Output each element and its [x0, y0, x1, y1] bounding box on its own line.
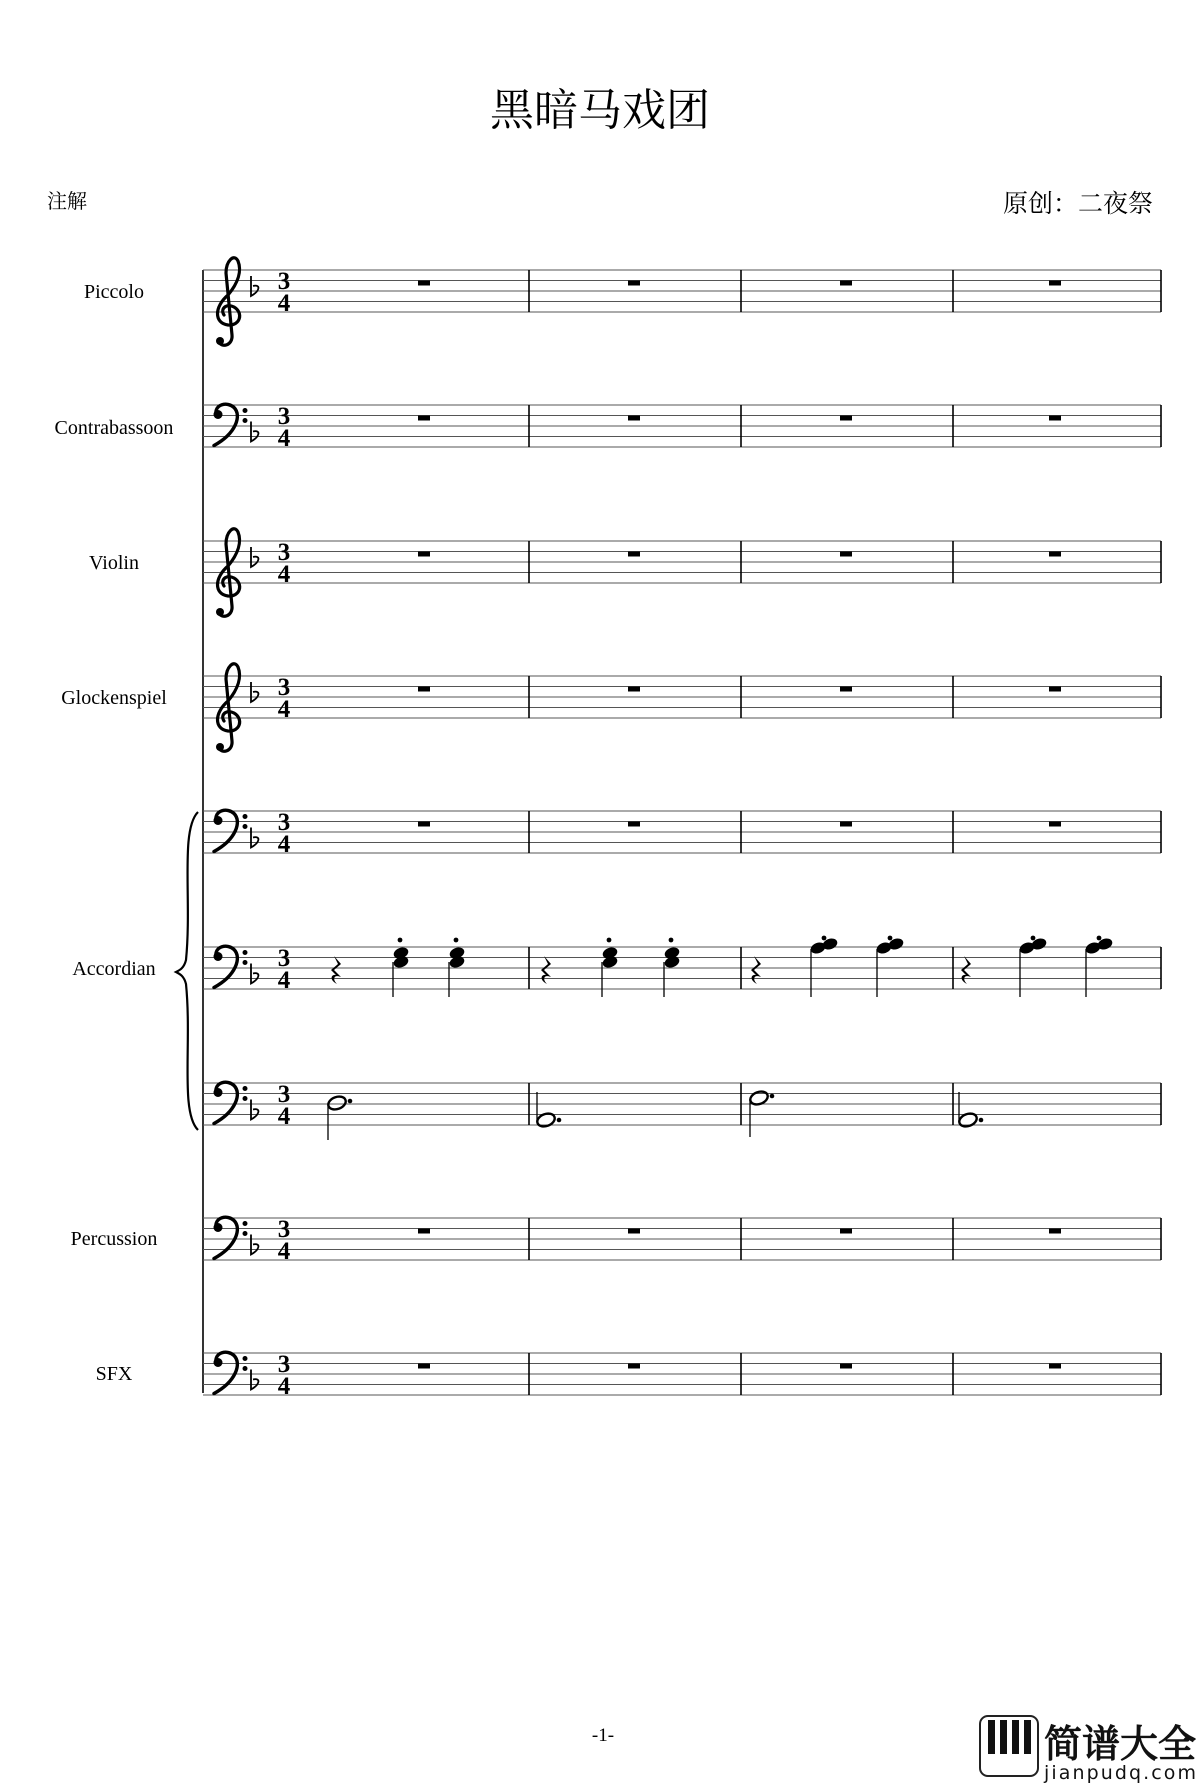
- flat-icon: [251, 828, 258, 848]
- dotted-half-note: [535, 1092, 561, 1129]
- time-signature-top: 3: [277, 268, 291, 295]
- time-signature-bottom: 4: [277, 1373, 291, 1400]
- staff-accordian-middle: [203, 945, 1161, 994]
- staff-sfx: [203, 1351, 1161, 1400]
- measure-rest: [840, 1229, 852, 1234]
- accordian-chord-notes: [331, 936, 1114, 997]
- time-signature-top: 3: [277, 1351, 291, 1378]
- measure-rest: [840, 1364, 852, 1369]
- time-signature-bottom: 4: [277, 425, 291, 452]
- quarter-rest: [961, 956, 971, 984]
- time-signature-top: 3: [277, 674, 291, 701]
- measure-rest: [1049, 1364, 1061, 1369]
- instrument-label-sfx: SFX: [95, 1363, 133, 1385]
- bass-clef-icon: [214, 1352, 248, 1393]
- measure-rest: [1049, 687, 1061, 692]
- instrument-label-glockenspiel: Glockenspiel: [61, 687, 167, 709]
- flat-icon: [251, 1370, 258, 1390]
- time-signature-top: 3: [277, 1216, 291, 1243]
- measure-rest: [1049, 416, 1061, 421]
- measure-rest: [418, 1229, 430, 1234]
- logo-url: jianpudq.com: [1044, 1762, 1196, 1784]
- instrument-label-accordian: Accordian: [72, 958, 156, 980]
- measure-rest: [840, 822, 852, 827]
- measure-rest: [418, 281, 430, 286]
- time-signature-top: 3: [277, 539, 291, 566]
- bass-clef-icon: [214, 1217, 248, 1258]
- flat-icon: [251, 964, 258, 984]
- measure-rest: [628, 1229, 640, 1234]
- quarter-rest: [751, 956, 761, 984]
- measure-rest: [1049, 822, 1061, 827]
- measure-rest: [1049, 552, 1061, 557]
- time-signature-bottom: 4: [277, 1103, 291, 1130]
- staff-accordian-bottom: [203, 1081, 1161, 1130]
- staff-contrabassoon: [203, 403, 1161, 452]
- bass-clef-icon: [214, 946, 248, 987]
- measure-rest: [628, 552, 640, 557]
- dotted-half-note: [957, 1092, 983, 1129]
- measure-rest: [1049, 1229, 1061, 1234]
- staff-glockenspiel: [203, 664, 1161, 751]
- measure-rest: [418, 822, 430, 827]
- measure-rest: [628, 416, 640, 421]
- logo-text: 简谱大全: [1044, 1722, 1197, 1766]
- flat-icon: [251, 422, 258, 442]
- site-logo: [980, 1716, 1196, 1784]
- instrument-label-violin: Violin: [89, 552, 139, 574]
- time-signature-bottom: 4: [277, 561, 291, 588]
- flat-icon: [251, 1235, 258, 1255]
- composer-credit: 原创：二夜祭: [1002, 189, 1153, 218]
- measure-rest: [418, 687, 430, 692]
- staccato-chord: [1084, 936, 1114, 997]
- time-signature-bottom: 4: [277, 696, 291, 723]
- measure-rest: [418, 1364, 430, 1369]
- flat-icon: [251, 547, 258, 567]
- measure-rest: [840, 416, 852, 421]
- time-signature-top: 3: [277, 403, 291, 430]
- time-signature-bottom: 4: [277, 1238, 291, 1265]
- time-signature-bottom: 4: [277, 290, 291, 317]
- instrument-label-contrabassoon: Contrabassoon: [54, 417, 174, 439]
- staccato-chord: [875, 936, 905, 997]
- measure-rest: [840, 687, 852, 692]
- staff-violin: [203, 529, 1161, 616]
- instrument-label-percussion: Percussion: [70, 1228, 158, 1250]
- staff-percussion: [203, 1216, 1161, 1265]
- flat-icon: [251, 682, 258, 702]
- staccato-chord: [1018, 936, 1048, 997]
- measure-rest: [418, 552, 430, 557]
- dotted-half-note: [326, 1094, 352, 1140]
- time-signature-bottom: 4: [277, 831, 291, 858]
- page-number: -1-: [591, 1725, 615, 1746]
- time-signature-bottom: 4: [277, 967, 291, 994]
- measure-rest: [840, 552, 852, 557]
- measure-rest: [418, 416, 430, 421]
- flat-icon: [251, 276, 258, 296]
- flat-icon: [251, 1100, 258, 1120]
- dotted-half-note: [748, 1089, 774, 1137]
- staccato-chord: [809, 936, 839, 997]
- quarter-rest: [331, 956, 341, 984]
- measure-rest: [628, 281, 640, 286]
- time-signature-top: 3: [277, 945, 291, 972]
- staff-accordian-top: [203, 809, 1161, 858]
- measure-rest: [840, 281, 852, 286]
- instrument-label-piccolo: Piccolo: [84, 281, 144, 303]
- measure-rest: [628, 687, 640, 692]
- time-signature-top: 3: [277, 1081, 291, 1108]
- time-signature-top: 3: [277, 809, 291, 836]
- notes-label: 注解: [47, 189, 87, 213]
- staves: [203, 258, 1161, 1400]
- quarter-rest: [541, 956, 551, 984]
- staff-piccolo: [203, 258, 1161, 345]
- measure-rest: [1049, 281, 1061, 286]
- bass-clef-icon: [214, 1082, 248, 1123]
- bass-clef-icon: [214, 404, 248, 445]
- bass-clef-icon: [214, 810, 248, 851]
- accordian-brace: [176, 812, 198, 1130]
- measure-rest: [628, 1364, 640, 1369]
- measure-rest: [628, 822, 640, 827]
- score-title: 黑暗马戏团: [490, 85, 710, 136]
